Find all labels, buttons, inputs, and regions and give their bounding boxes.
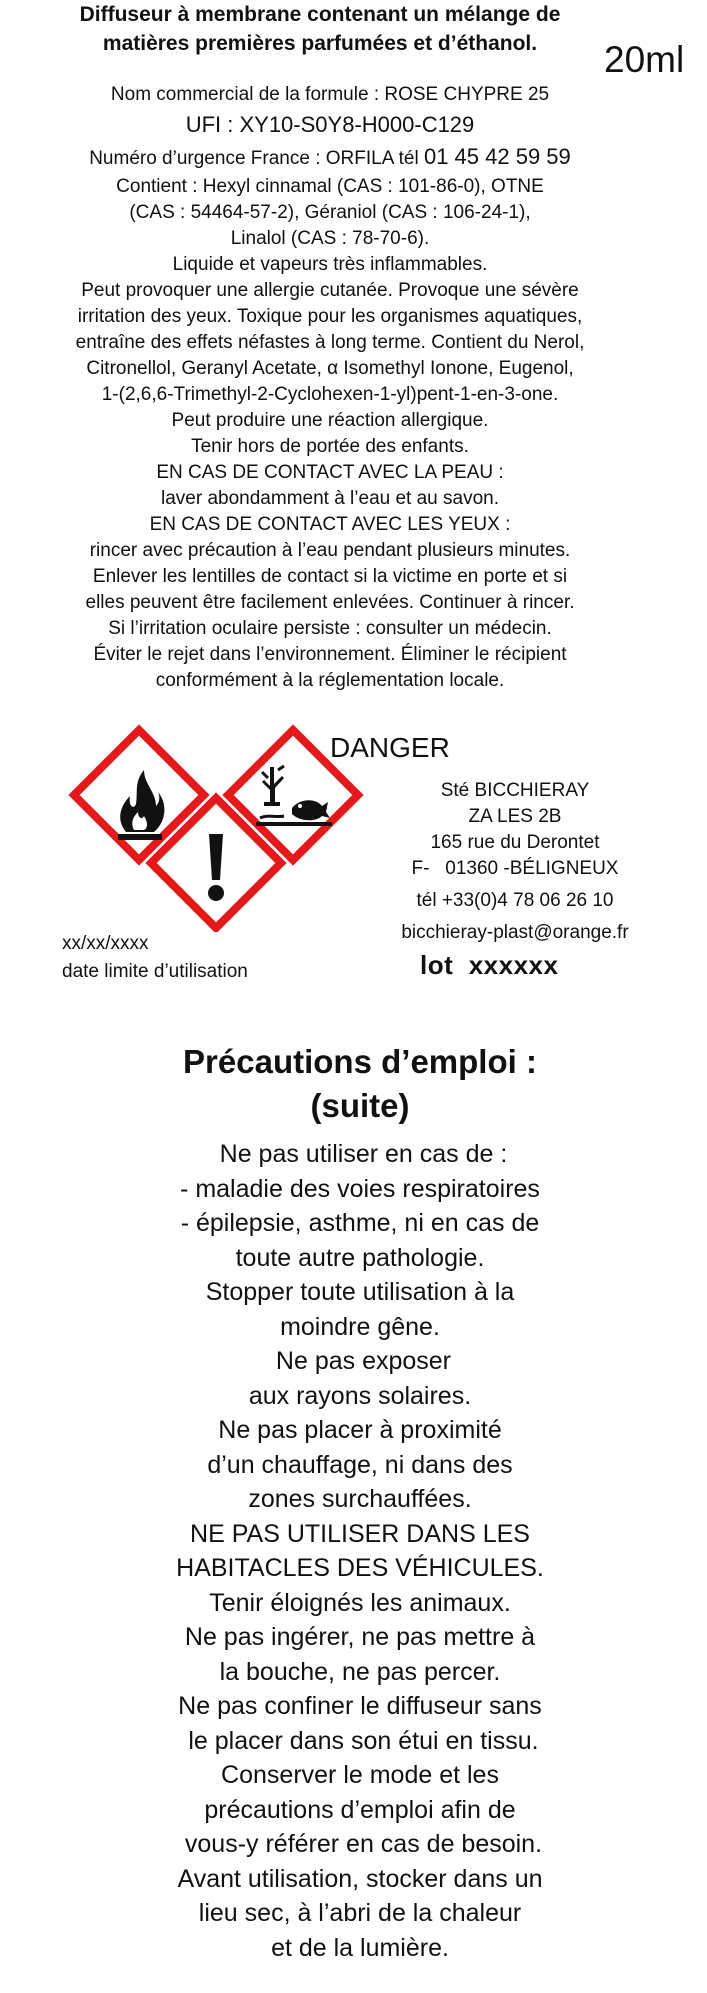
precaution-line: - maladie des voies respiratoires [180,1174,540,1203]
hazard-pictograms [64,722,364,932]
composition-line: rincer avec précaution à l’eau pendant plusieurs minutes. [89,540,571,561]
composition-line: irritation des yeux. Toxique pour les organismes aquatiques, [77,306,583,327]
precaution-line: le placer dans son étui en tissu. [181,1726,539,1755]
composition-line: Enlever les lentilles de contact si la victime en porte et si [92,566,568,587]
precaution-line: lieu sec, à l’abri de la chaleur [198,1899,522,1927]
composition-line: EN CAS DE CONTACT AVEC LES YEUX : [149,514,511,535]
precaution-line: précautions d’emploi afin de [204,1795,516,1824]
composition-line: laver abondamment à l’eau et au savon. [161,488,499,509]
composition-line: entraîne des effets néfastes à long terme. Contient du Nerol, [75,332,585,353]
composition-line: elles peuvent être facilement enlevées. Continuer à rincer. [85,592,575,613]
precaution-line: NE PAS UTILISER DANS LES [190,1519,530,1548]
precautions-title [120,1040,600,1128]
composition-line: Liquide et vapeurs très inflammables. [172,254,488,275]
composition-line: (CAS : 54464-57-2), Géraniol (CAS : 106-24-1), [129,202,531,223]
precautions-title-line-2: (suite) [310,1087,410,1124]
precaution-line: HABITACLES DES VÉHICULES. [176,1554,544,1582]
product-description-line-2: matières premières parfumées et d’éthanol. [102,32,538,55]
formula-name: Nom commercial de la formule : ROSE CHYPRE 25 [110,84,550,105]
composition-line: Linalol (CAS : 78-70-6). [230,228,430,249]
composition-block [40,82,620,694]
signal-word: DANGER [330,732,450,763]
expiry-label: date limite d’utilisation [62,961,248,982]
company-address [380,778,650,946]
precautions-text [120,1137,600,1965]
precaution-line: vous-y référer en cas de besoin. [177,1830,543,1858]
composition-line: Éviter le rejet dans l’environnement. Éliminer le récipient [93,644,567,665]
composition-line: Peut provoquer une allergie cutanée. Provoque une sévère [81,280,579,301]
composition-line: Contient : Hexyl cinnamal (CAS : 101-86-0), OTNE [116,176,544,197]
precaution-line: zones surchauffées. [248,1485,472,1513]
company-email: bicchieray-plast@orange.fr [401,922,629,943]
composition-line: EN CAS DE CONTACT AVEC LA PEAU : [156,462,504,483]
precaution-line: Ne pas confiner le diffuseur sans [178,1692,542,1720]
precautions-title-line-1: Précautions d’emploi : [183,1043,537,1080]
composition-line: Citronellol, Geranyl Acetate, α Isomethyl Ionone, Eugenol, [86,358,574,379]
composition-line: Si l’irritation oculaire persiste : consulter un médecin. [108,618,552,639]
composition-lines [40,174,620,694]
company-zone: ZA LES 2B [468,806,562,827]
precaution-line: Tenir éloignés les animaux. [209,1588,511,1617]
product-description-line-1: Diffuseur à membrane contenant un mélange de [79,3,561,26]
product-description [60,0,580,58]
ufi-code: UFI : XY10-S0Y8-H000-C129 [185,112,475,137]
precaution-line: - épilepsie, asthme, ni en cas de [180,1209,540,1237]
precaution-line: et de la lumière. [271,1933,449,1962]
composition-line: Tenir hors de portée des enfants. [191,436,469,457]
composition-line: Peut produire une réaction allergique. [171,410,489,431]
emergency-number [40,142,620,174]
composition-line: conformément à la réglementation locale. [155,670,505,691]
volume-label: 20ml [604,39,685,80]
precaution-line: aux rayons solaires. [248,1381,472,1410]
precaution-line: toute autre pathologie. [235,1243,485,1272]
lot-number: lot xxxxxx [420,950,559,980]
composition-line: 1-(2,6,6-Trimethyl-2-Cyclohexen-1-yl)pent-1-en-3-one. [101,384,559,405]
expiry-block [62,930,248,986]
precaution-line: la bouche, ne pas percer. [219,1657,501,1686]
company-phone: tél +33(0)4 78 06 26 10 [416,890,614,911]
precaution-line: Ne pas utiliser en cas de : [212,1140,508,1168]
precaution-line: d’un chauffage, ni dans des [207,1450,513,1479]
precaution-line: Ne pas ingérer, ne pas mettre à [184,1623,536,1651]
company-street: 165 rue du Derontet [430,832,600,853]
precaution-line: Avant utilisation, stocker dans un [177,1864,543,1893]
expiry-date: xx/xx/xxxx [62,933,149,954]
emergency-label: Numéro d’urgence France : ORFILA tél [89,148,419,169]
company-city: F- 01360 -BÉLIGNEUX [411,858,619,879]
precaution-line: Ne pas exposer [268,1347,452,1375]
precaution-line: Ne pas placer à proximité [218,1416,502,1444]
precaution-line: moindre gêne. [280,1312,440,1341]
precaution-line: Stopper toute utilisation à la [205,1278,515,1306]
precaution-line: Conserver le mode et les [221,1761,499,1789]
emergency-phone: 01 45 42 59 59 [423,144,571,169]
company-name: Sté BICCHIERAY [440,780,590,801]
